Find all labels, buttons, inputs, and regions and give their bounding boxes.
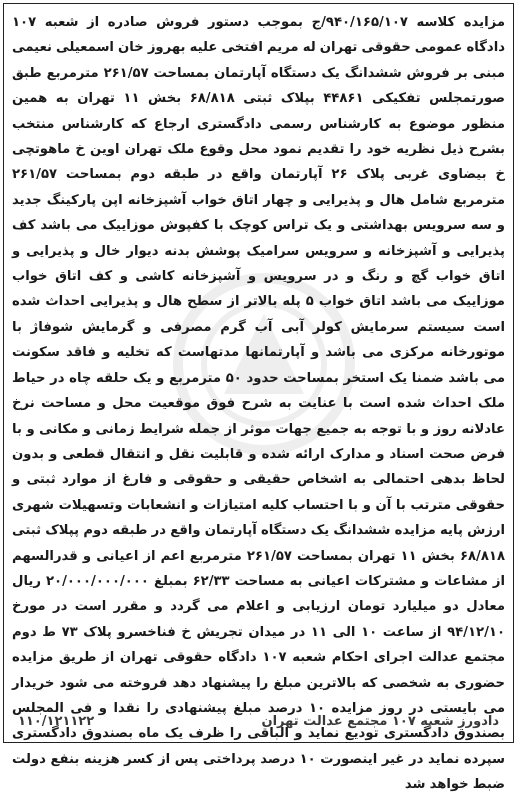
notice-footer [4, 710, 513, 740]
notice-body-paragraph: مزایده کلاسه ۹۴۰/۱۶۵/۱۰۷/ج بموجب دستور فروش صادره از شعبه ۱۰۷ دادگاه عمومی حقوقی تهران له مریم افتخی علیه بهروز خان اسمعیلی نعیمی مبنی بر فروش ششدانگ یک دستگاه آپارتمان بمساحت ۲۶۱/۵۷ مترمربع طبق صورتمجلس تفکیکی ۴۴۸۶۱ بپلاک ثبتی ۶۸/۸۱۸ بخش ۱۱ تهران به همین منظور موضوع به کارشناس رسمی دادگستری ارجاع که کارشناس منتخب بشرح ذیل نظریه خود را تقدیم نمود محل وقوع ملک تهران اوین خ ماهوتچی خ بیضاوی غربی پلاک ۲۶ آپارتمان واقع در طبقه دوم بمساحت ۲۶۱/۵۷ مترمربع شامل هال و پذیرایی و چهار اتاق خواب آشپزخانه اپن پارکینگ جدید و سه سرویس بهداشتی و یک تراس کوچک با کفپوش موزاییک می باشد کف پذیرایی و آشپزخانه و سرویس سرامیک پوشش بدنه دیوار خال و پذیرایی و اتاق خواب گچ و رنگ و در سرویس و آشپزخانه کاشی و کف اتاق خواب موزاییک می باشد اتاق خواب ۵ پله بالاتر از سطح هال و پذیرایی احداث شده است سیستم سرمایش کولر آبی آب گرم مصرفی و گرمایش شوفاژ با موتورخانه مرکزی می باشد و آپارتمانها مدتهاست که تخلیه و فاقد سکونت می باشد ضمنا یک استخر بمساحت حدود ۵۰ مترمربع و یک حلقه چاه در حیاط ملک احداث شده است با عنایت به شرح فوق موقعیت محل و مساحت نرخ عادلانه روز و با توجه به جمیع جهات موثر از جمله شرایط زمانی و مکانی و با فرض صحت اسناد و مدارک ارائه شده و قابلیت نقل و انتقال قطعی و بدون لحاظ بدهی احتمالی به اشخاص حقیقی و حقوقی و فارغ از موارد ثبتی و حقوقی مترتب با آن و با احتساب کلیه امتیازات و انشعابات وتسهیلات شهری ارزش پایه مزایده ششدانگ یک دستگاه آپارتمان واقع در طبقه دوم پپلاک ثبتی ۶۸/۸۱۸ بخش ۱۱ تهران بمساحت ۲۶۱/۵۷ مترمربع اعم از اعیانی و قدرالسهم از مشاعات و مشترکات اعیانی به مساحت ۶۲/۳۳ بمبلغ ۲۰/۰۰۰/۰۰۰/۰۰۰ ریال معادل دو میلیارد تومان ارزیابی و اعلام می گردد و مقرر است در مورخ ۹۴/۱۲/۱۰ از ساعت ۱۰ الی ۱۱ در میدان تجریش خ فناخسرو پلاک ۷۳ ط دوم مجتمع عدالت اجرای احکام شعبه ۱۰۷ دادگاه حقوقی تهران از طریق مزایده حضوری به شخصی که بالاترین مبلغ را پیشنهاد دهد فروخته می شود خریدار می بایستی در روز مزایده ۱۰ درصد مبلغ پیشنهادی را نقدا و فی المجلس بصندوق دادگستری تودیع نماید و الباقی را ظرف یک ماه بصندوق دادگستری سپرده نماید در غیر اینصورت ۱۰ درصد پرداختی پس از کسر هزینه بنفع دولت ضبط خواهد شد [12, 15, 506, 793]
notice-body [12, 10, 505, 798]
notice-frame [3, 3, 514, 793]
case-number: ۱۱۰/۱۲۱۱۲۲ [18, 714, 95, 729]
signature-line: دادورز شعبه ۱۰۷ مجتمع عدالت تهران [261, 714, 499, 729]
